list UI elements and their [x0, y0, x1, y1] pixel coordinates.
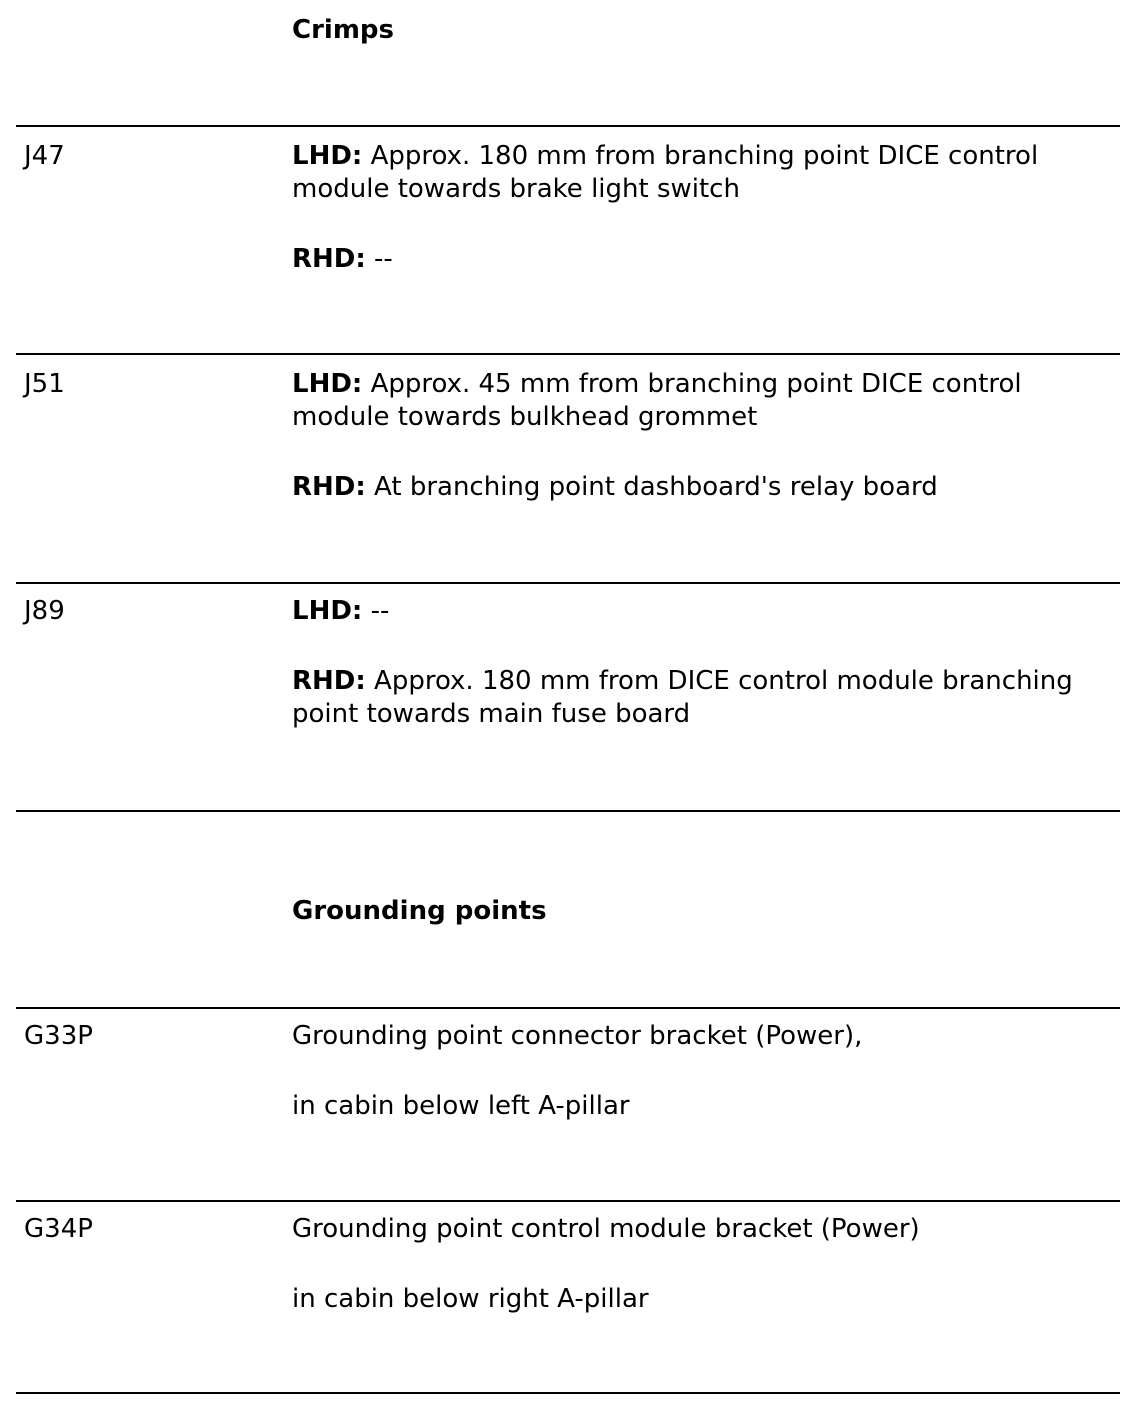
rhd-text: Approx. 180 mm from DICE control module branching point towards main fuse board	[292, 666, 1073, 729]
crimp-code: J47	[24, 141, 65, 171]
crimp-code: J89	[24, 596, 65, 626]
crimp-location	[292, 595, 1112, 731]
lhd-line	[292, 368, 1112, 434]
rhd-text: At branching point dashboard's relay board	[365, 472, 938, 502]
table-divider	[16, 125, 1120, 127]
lhd-text: Approx. 180 mm from branching point DICE control module towards brake light switch	[292, 141, 1039, 204]
table-divider	[16, 1200, 1120, 1202]
ground-location	[292, 1020, 1112, 1123]
rhd-label: RHD:	[292, 244, 366, 274]
crimps-heading: Crimps	[292, 15, 394, 45]
crimp-location	[292, 368, 1112, 504]
table-divider	[16, 582, 1120, 584]
ground-line-2: in cabin below right A-pillar	[292, 1284, 649, 1314]
crimp-location	[292, 140, 1112, 276]
ground-code: G34P	[24, 1214, 93, 1244]
table-divider	[16, 1392, 1120, 1394]
crimp-code: J51	[24, 369, 65, 399]
ground-line-2: in cabin below left A-pillar	[292, 1091, 630, 1121]
table-divider	[16, 353, 1120, 355]
grounding-heading: Grounding points	[292, 896, 547, 926]
rhd-line	[292, 665, 1112, 731]
ground-line-1: Grounding point connector bracket (Power),	[292, 1021, 863, 1051]
lhd-line	[292, 595, 1112, 628]
lhd-label: LHD:	[292, 369, 363, 399]
ground-line-1: Grounding point control module bracket (Power)	[292, 1214, 920, 1244]
ground-code: G33P	[24, 1021, 93, 1051]
rhd-line	[292, 243, 1112, 276]
lhd-label: LHD:	[292, 596, 363, 626]
lhd-label: LHD:	[292, 141, 363, 171]
rhd-label: RHD:	[292, 666, 366, 696]
rhd-line	[292, 471, 1112, 504]
rhd-label: RHD:	[292, 472, 366, 502]
lhd-line	[292, 140, 1112, 206]
table-divider	[16, 810, 1120, 812]
ground-location	[292, 1213, 1112, 1316]
rhd-text: --	[365, 244, 393, 274]
lhd-text: --	[362, 596, 390, 626]
table-divider	[16, 1007, 1120, 1009]
lhd-text: Approx. 45 mm from branching point DICE control module towards bulkhead grommet	[292, 369, 1022, 432]
